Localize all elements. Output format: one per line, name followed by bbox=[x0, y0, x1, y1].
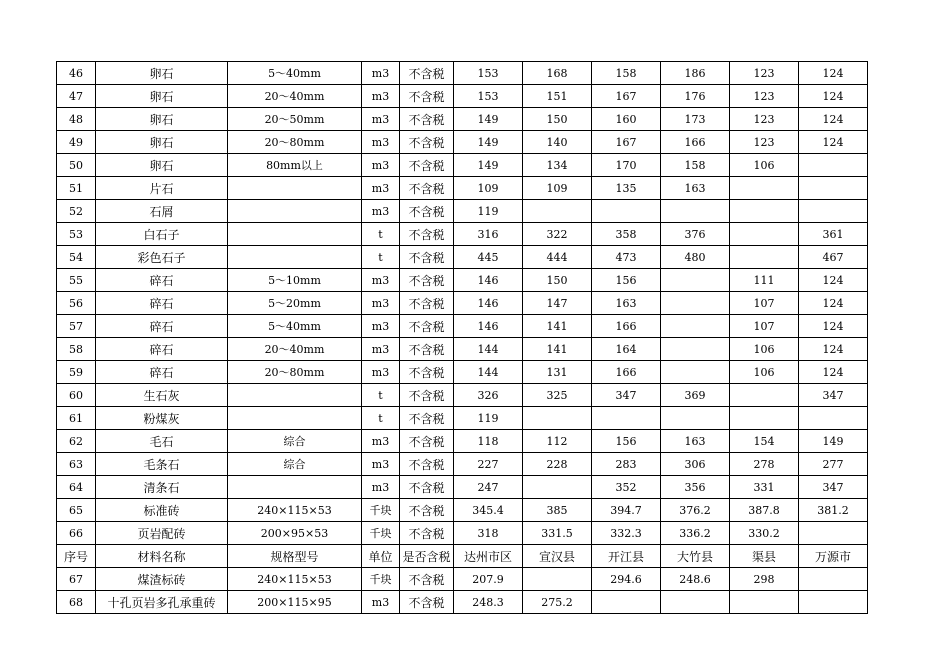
table-row bbox=[57, 430, 868, 453]
cell-quxian bbox=[730, 591, 799, 614]
cell-material-name: 彩色石子 bbox=[96, 246, 228, 269]
header-cell-xuanhan: 宣汉县 bbox=[523, 545, 592, 568]
cell-quxian bbox=[730, 223, 799, 246]
cell-unit: m3 bbox=[362, 154, 400, 177]
cell-tax: 不含税 bbox=[400, 430, 454, 453]
cell-spec: 80mm以上 bbox=[228, 154, 362, 177]
cell-index: 68 bbox=[57, 591, 96, 614]
header-cell-kaijiang: 开江县 bbox=[592, 545, 661, 568]
cell-dazhou: 146 bbox=[454, 315, 523, 338]
header-cell-wanyuan: 万源市 bbox=[799, 545, 868, 568]
cell-dazhou: 146 bbox=[454, 269, 523, 292]
cell-wanyuan: 381.2 bbox=[799, 499, 868, 522]
cell-wanyuan: 124 bbox=[799, 85, 868, 108]
cell-tax: 不含税 bbox=[400, 269, 454, 292]
cell-dazhu bbox=[661, 338, 730, 361]
cell-spec: 200×95×53 bbox=[228, 522, 362, 545]
cell-index: 64 bbox=[57, 476, 96, 499]
cell-spec bbox=[228, 246, 362, 269]
table-row bbox=[57, 200, 868, 223]
cell-quxian: 298 bbox=[730, 568, 799, 591]
cell-index: 53 bbox=[57, 223, 96, 246]
cell-unit: m3 bbox=[362, 361, 400, 384]
cell-material-name: 煤渣标砖 bbox=[96, 568, 228, 591]
cell-wanyuan: 124 bbox=[799, 269, 868, 292]
cell-dazhou: 149 bbox=[454, 154, 523, 177]
cell-material-name: 粉煤灰 bbox=[96, 407, 228, 430]
cell-tax: 不含税 bbox=[400, 568, 454, 591]
cell-wanyuan: 124 bbox=[799, 131, 868, 154]
cell-tax: 不含税 bbox=[400, 292, 454, 315]
cell-dazhu: 173 bbox=[661, 108, 730, 131]
cell-material-name: 页岩配砖 bbox=[96, 522, 228, 545]
cell-material-name: 卵石 bbox=[96, 85, 228, 108]
table-row bbox=[57, 85, 868, 108]
cell-kaijiang bbox=[592, 200, 661, 223]
table-row bbox=[57, 315, 868, 338]
cell-tax: 不含税 bbox=[400, 453, 454, 476]
cell-unit: m3 bbox=[362, 269, 400, 292]
cell-tax: 不含税 bbox=[400, 200, 454, 223]
cell-spec: 20～40mm bbox=[228, 338, 362, 361]
cell-kaijiang: 294.6 bbox=[592, 568, 661, 591]
cell-material-name: 片石 bbox=[96, 177, 228, 200]
header-cell-spec: 规格型号 bbox=[228, 545, 362, 568]
cell-material-name: 卵石 bbox=[96, 108, 228, 131]
cell-material-name: 碎石 bbox=[96, 269, 228, 292]
cell-dazhou: 119 bbox=[454, 200, 523, 223]
cell-unit: m3 bbox=[362, 177, 400, 200]
cell-material-name: 标准砖 bbox=[96, 499, 228, 522]
cell-xuanhan bbox=[523, 407, 592, 430]
cell-kaijiang: 163 bbox=[592, 292, 661, 315]
cell-xuanhan: 168 bbox=[523, 62, 592, 85]
cell-xuanhan: 109 bbox=[523, 177, 592, 200]
cell-tax: 不含税 bbox=[400, 361, 454, 384]
cell-dazhu bbox=[661, 315, 730, 338]
cell-spec: 20～80mm bbox=[228, 131, 362, 154]
cell-spec bbox=[228, 476, 362, 499]
cell-dazhu: 158 bbox=[661, 154, 730, 177]
cell-spec: 20～50mm bbox=[228, 108, 362, 131]
cell-material-name: 清条石 bbox=[96, 476, 228, 499]
cell-quxian bbox=[730, 246, 799, 269]
cell-dazhou: 146 bbox=[454, 292, 523, 315]
cell-index: 60 bbox=[57, 384, 96, 407]
cell-tax: 不含税 bbox=[400, 407, 454, 430]
cell-kaijiang: 167 bbox=[592, 85, 661, 108]
cell-xuanhan bbox=[523, 200, 592, 223]
cell-quxian bbox=[730, 384, 799, 407]
cell-tax: 不含税 bbox=[400, 315, 454, 338]
cell-wanyuan: 361 bbox=[799, 223, 868, 246]
cell-index: 46 bbox=[57, 62, 96, 85]
cell-tax: 不含税 bbox=[400, 591, 454, 614]
cell-spec bbox=[228, 384, 362, 407]
cell-dazhu: 369 bbox=[661, 384, 730, 407]
cell-index: 52 bbox=[57, 200, 96, 223]
cell-quxian: 107 bbox=[730, 315, 799, 338]
cell-kaijiang: 170 bbox=[592, 154, 661, 177]
cell-kaijiang: 283 bbox=[592, 453, 661, 476]
cell-unit: t bbox=[362, 246, 400, 269]
cell-spec bbox=[228, 223, 362, 246]
cell-material-name: 白石子 bbox=[96, 223, 228, 246]
cell-dazhou: 326 bbox=[454, 384, 523, 407]
table-row bbox=[57, 499, 868, 522]
cell-spec bbox=[228, 200, 362, 223]
cell-index: 50 bbox=[57, 154, 96, 177]
cell-spec bbox=[228, 407, 362, 430]
cell-dazhou: 445 bbox=[454, 246, 523, 269]
cell-wanyuan bbox=[799, 200, 868, 223]
cell-material-name: 卵石 bbox=[96, 62, 228, 85]
cell-xuanhan: 385 bbox=[523, 499, 592, 522]
cell-dazhu bbox=[661, 591, 730, 614]
cell-unit: m3 bbox=[362, 292, 400, 315]
cell-material-name: 碎石 bbox=[96, 315, 228, 338]
cell-tax: 不含税 bbox=[400, 131, 454, 154]
cell-dazhou: 345.4 bbox=[454, 499, 523, 522]
cell-kaijiang: 160 bbox=[592, 108, 661, 131]
cell-wanyuan: 124 bbox=[799, 315, 868, 338]
cell-material-name: 碎石 bbox=[96, 361, 228, 384]
table-row bbox=[57, 108, 868, 131]
cell-dazhou: 144 bbox=[454, 361, 523, 384]
cell-spec: 5～40mm bbox=[228, 315, 362, 338]
cell-unit: m3 bbox=[362, 453, 400, 476]
cell-xuanhan: 112 bbox=[523, 430, 592, 453]
table-row bbox=[57, 384, 868, 407]
cell-quxian: 278 bbox=[730, 453, 799, 476]
cell-kaijiang: 394.7 bbox=[592, 499, 661, 522]
cell-wanyuan: 149 bbox=[799, 430, 868, 453]
cell-unit: m3 bbox=[362, 85, 400, 108]
cell-spec: 5～10mm bbox=[228, 269, 362, 292]
cell-index: 48 bbox=[57, 108, 96, 131]
cell-tax: 不含税 bbox=[400, 154, 454, 177]
cell-xuanhan: 151 bbox=[523, 85, 592, 108]
cell-quxian: 123 bbox=[730, 131, 799, 154]
cell-spec: 5～40mm bbox=[228, 62, 362, 85]
cell-dazhu: 163 bbox=[661, 430, 730, 453]
cell-index: 55 bbox=[57, 269, 96, 292]
cell-kaijiang: 156 bbox=[592, 269, 661, 292]
cell-unit: m3 bbox=[362, 315, 400, 338]
cell-wanyuan bbox=[799, 177, 868, 200]
table-row bbox=[57, 568, 868, 591]
cell-quxian: 106 bbox=[730, 154, 799, 177]
table-row bbox=[57, 177, 868, 200]
table-row bbox=[57, 338, 868, 361]
cell-wanyuan bbox=[799, 568, 868, 591]
cell-index: 65 bbox=[57, 499, 96, 522]
cell-material-name: 卵石 bbox=[96, 131, 228, 154]
cell-quxian bbox=[730, 177, 799, 200]
cell-dazhu: 176 bbox=[661, 85, 730, 108]
cell-dazhu: 248.6 bbox=[661, 568, 730, 591]
cell-kaijiang: 156 bbox=[592, 430, 661, 453]
table-row bbox=[57, 407, 868, 430]
cell-dazhu bbox=[661, 200, 730, 223]
table-row bbox=[57, 154, 868, 177]
cell-xuanhan: 141 bbox=[523, 338, 592, 361]
cell-quxian bbox=[730, 200, 799, 223]
table-row bbox=[57, 453, 868, 476]
cell-tax: 不含税 bbox=[400, 522, 454, 545]
cell-spec: 综合 bbox=[228, 430, 362, 453]
cell-kaijiang: 167 bbox=[592, 131, 661, 154]
cell-xuanhan: 444 bbox=[523, 246, 592, 269]
cell-tax: 不含税 bbox=[400, 384, 454, 407]
cell-index: 54 bbox=[57, 246, 96, 269]
cell-material-name: 碎石 bbox=[96, 292, 228, 315]
cell-kaijiang bbox=[592, 591, 661, 614]
cell-xuanhan: 140 bbox=[523, 131, 592, 154]
cell-wanyuan: 124 bbox=[799, 292, 868, 315]
header-cell-unit: 单位 bbox=[362, 545, 400, 568]
cell-quxian: 106 bbox=[730, 361, 799, 384]
cell-wanyuan: 124 bbox=[799, 338, 868, 361]
cell-tax: 不含税 bbox=[400, 223, 454, 246]
cell-dazhou: 318 bbox=[454, 522, 523, 545]
cell-quxian: 106 bbox=[730, 338, 799, 361]
cell-quxian: 107 bbox=[730, 292, 799, 315]
cell-spec: 20～40mm bbox=[228, 85, 362, 108]
cell-spec: 20～80mm bbox=[228, 361, 362, 384]
cell-index: 61 bbox=[57, 407, 96, 430]
table-row bbox=[57, 292, 868, 315]
cell-wanyuan: 347 bbox=[799, 476, 868, 499]
header-cell-tax: 是否含税 bbox=[400, 545, 454, 568]
cell-wanyuan: 467 bbox=[799, 246, 868, 269]
cell-unit: t bbox=[362, 223, 400, 246]
cell-dazhu: 480 bbox=[661, 246, 730, 269]
cell-dazhu: 376.2 bbox=[661, 499, 730, 522]
cell-dazhu: 186 bbox=[661, 62, 730, 85]
cell-wanyuan: 277 bbox=[799, 453, 868, 476]
cell-unit: 千块 bbox=[362, 522, 400, 545]
cell-dazhu: 356 bbox=[661, 476, 730, 499]
cell-kaijiang: 166 bbox=[592, 315, 661, 338]
cell-unit: m3 bbox=[362, 131, 400, 154]
cell-quxian: 123 bbox=[730, 85, 799, 108]
cell-spec bbox=[228, 177, 362, 200]
cell-dazhu bbox=[661, 407, 730, 430]
cell-xuanhan: 325 bbox=[523, 384, 592, 407]
table-body bbox=[57, 62, 868, 614]
table-row bbox=[57, 476, 868, 499]
cell-xuanhan: 150 bbox=[523, 108, 592, 131]
cell-wanyuan bbox=[799, 591, 868, 614]
cell-tax: 不含税 bbox=[400, 246, 454, 269]
cell-index: 66 bbox=[57, 522, 96, 545]
cell-index: 49 bbox=[57, 131, 96, 154]
cell-xuanhan: 150 bbox=[523, 269, 592, 292]
header-cell-index: 序号 bbox=[57, 545, 96, 568]
cell-material-name: 碎石 bbox=[96, 338, 228, 361]
cell-dazhou: 118 bbox=[454, 430, 523, 453]
cell-index: 51 bbox=[57, 177, 96, 200]
cell-kaijiang: 352 bbox=[592, 476, 661, 499]
cell-quxian: 123 bbox=[730, 108, 799, 131]
cell-dazhou: 207.9 bbox=[454, 568, 523, 591]
cell-wanyuan: 124 bbox=[799, 62, 868, 85]
table-row bbox=[57, 131, 868, 154]
cell-spec: 5～20mm bbox=[228, 292, 362, 315]
cell-wanyuan bbox=[799, 407, 868, 430]
cell-xuanhan: 322 bbox=[523, 223, 592, 246]
cell-xuanhan: 147 bbox=[523, 292, 592, 315]
cell-wanyuan: 347 bbox=[799, 384, 868, 407]
cell-xuanhan: 275.2 bbox=[523, 591, 592, 614]
cell-kaijiang: 158 bbox=[592, 62, 661, 85]
cell-kaijiang: 347 bbox=[592, 384, 661, 407]
cell-kaijiang bbox=[592, 407, 661, 430]
cell-dazhou: 316 bbox=[454, 223, 523, 246]
table-row bbox=[57, 591, 868, 614]
cell-tax: 不含税 bbox=[400, 338, 454, 361]
cell-quxian: 387.8 bbox=[730, 499, 799, 522]
cell-dazhu: 376 bbox=[661, 223, 730, 246]
cell-dazhu bbox=[661, 292, 730, 315]
cell-dazhou: 119 bbox=[454, 407, 523, 430]
cell-material-name: 卵石 bbox=[96, 154, 228, 177]
cell-wanyuan bbox=[799, 154, 868, 177]
cell-quxian: 154 bbox=[730, 430, 799, 453]
cell-xuanhan: 131 bbox=[523, 361, 592, 384]
cell-unit: m3 bbox=[362, 591, 400, 614]
cell-quxian: 331 bbox=[730, 476, 799, 499]
cell-tax: 不含税 bbox=[400, 62, 454, 85]
price-table bbox=[56, 61, 868, 614]
cell-wanyuan: 124 bbox=[799, 361, 868, 384]
cell-dazhou: 153 bbox=[454, 85, 523, 108]
cell-quxian: 123 bbox=[730, 62, 799, 85]
table-row bbox=[57, 62, 868, 85]
cell-dazhu: 336.2 bbox=[661, 522, 730, 545]
cell-wanyuan bbox=[799, 522, 868, 545]
cell-index: 62 bbox=[57, 430, 96, 453]
cell-spec: 240×115×53 bbox=[228, 499, 362, 522]
header-row bbox=[57, 545, 868, 568]
cell-dazhou: 149 bbox=[454, 131, 523, 154]
cell-material-name: 毛条石 bbox=[96, 453, 228, 476]
cell-spec: 综合 bbox=[228, 453, 362, 476]
cell-kaijiang: 135 bbox=[592, 177, 661, 200]
cell-quxian: 330.2 bbox=[730, 522, 799, 545]
cell-tax: 不含税 bbox=[400, 177, 454, 200]
cell-spec: 200×115×95 bbox=[228, 591, 362, 614]
cell-material-name: 毛石 bbox=[96, 430, 228, 453]
cell-tax: 不含税 bbox=[400, 499, 454, 522]
cell-index: 56 bbox=[57, 292, 96, 315]
cell-dazhou: 153 bbox=[454, 62, 523, 85]
cell-unit: m3 bbox=[362, 430, 400, 453]
cell-xuanhan bbox=[523, 568, 592, 591]
cell-xuanhan: 134 bbox=[523, 154, 592, 177]
cell-dazhou: 227 bbox=[454, 453, 523, 476]
cell-tax: 不含税 bbox=[400, 85, 454, 108]
header-cell-dazhu: 大竹县 bbox=[661, 545, 730, 568]
cell-xuanhan: 228 bbox=[523, 453, 592, 476]
cell-dazhu: 306 bbox=[661, 453, 730, 476]
cell-quxian bbox=[730, 407, 799, 430]
header-cell-material-name: 材料名称 bbox=[96, 545, 228, 568]
cell-tax: 不含税 bbox=[400, 476, 454, 499]
cell-dazhou: 149 bbox=[454, 108, 523, 131]
cell-unit: m3 bbox=[362, 476, 400, 499]
table-row bbox=[57, 522, 868, 545]
header-cell-quxian: 渠县 bbox=[730, 545, 799, 568]
cell-kaijiang: 473 bbox=[592, 246, 661, 269]
cell-material-name: 生石灰 bbox=[96, 384, 228, 407]
cell-dazhu: 163 bbox=[661, 177, 730, 200]
cell-index: 47 bbox=[57, 85, 96, 108]
cell-material-name: 十孔页岩多孔承重砖 bbox=[96, 591, 228, 614]
table-row bbox=[57, 246, 868, 269]
cell-dazhu: 166 bbox=[661, 131, 730, 154]
cell-dazhu bbox=[661, 361, 730, 384]
cell-index: 63 bbox=[57, 453, 96, 476]
cell-dazhou: 109 bbox=[454, 177, 523, 200]
cell-dazhu bbox=[661, 269, 730, 292]
cell-unit: t bbox=[362, 407, 400, 430]
cell-xuanhan: 141 bbox=[523, 315, 592, 338]
cell-unit: m3 bbox=[362, 200, 400, 223]
cell-spec: 240×115×53 bbox=[228, 568, 362, 591]
cell-kaijiang: 164 bbox=[592, 338, 661, 361]
cell-kaijiang: 166 bbox=[592, 361, 661, 384]
cell-index: 57 bbox=[57, 315, 96, 338]
table-row bbox=[57, 269, 868, 292]
cell-unit: m3 bbox=[362, 62, 400, 85]
cell-unit: 千块 bbox=[362, 499, 400, 522]
cell-quxian: 111 bbox=[730, 269, 799, 292]
cell-tax: 不含税 bbox=[400, 108, 454, 131]
cell-index: 59 bbox=[57, 361, 96, 384]
cell-index: 58 bbox=[57, 338, 96, 361]
header-cell-dazhou: 达州市区 bbox=[454, 545, 523, 568]
cell-dazhou: 144 bbox=[454, 338, 523, 361]
table-row bbox=[57, 223, 868, 246]
cell-kaijiang: 332.3 bbox=[592, 522, 661, 545]
cell-kaijiang: 358 bbox=[592, 223, 661, 246]
cell-dazhou: 248.3 bbox=[454, 591, 523, 614]
table-row bbox=[57, 361, 868, 384]
cell-xuanhan: 331.5 bbox=[523, 522, 592, 545]
cell-unit: t bbox=[362, 384, 400, 407]
cell-dazhou: 247 bbox=[454, 476, 523, 499]
cell-index: 67 bbox=[57, 568, 96, 591]
cell-xuanhan bbox=[523, 476, 592, 499]
cell-unit: m3 bbox=[362, 108, 400, 131]
cell-unit: m3 bbox=[362, 338, 400, 361]
cell-unit: 千块 bbox=[362, 568, 400, 591]
cell-wanyuan: 124 bbox=[799, 108, 868, 131]
cell-material-name: 石屑 bbox=[96, 200, 228, 223]
